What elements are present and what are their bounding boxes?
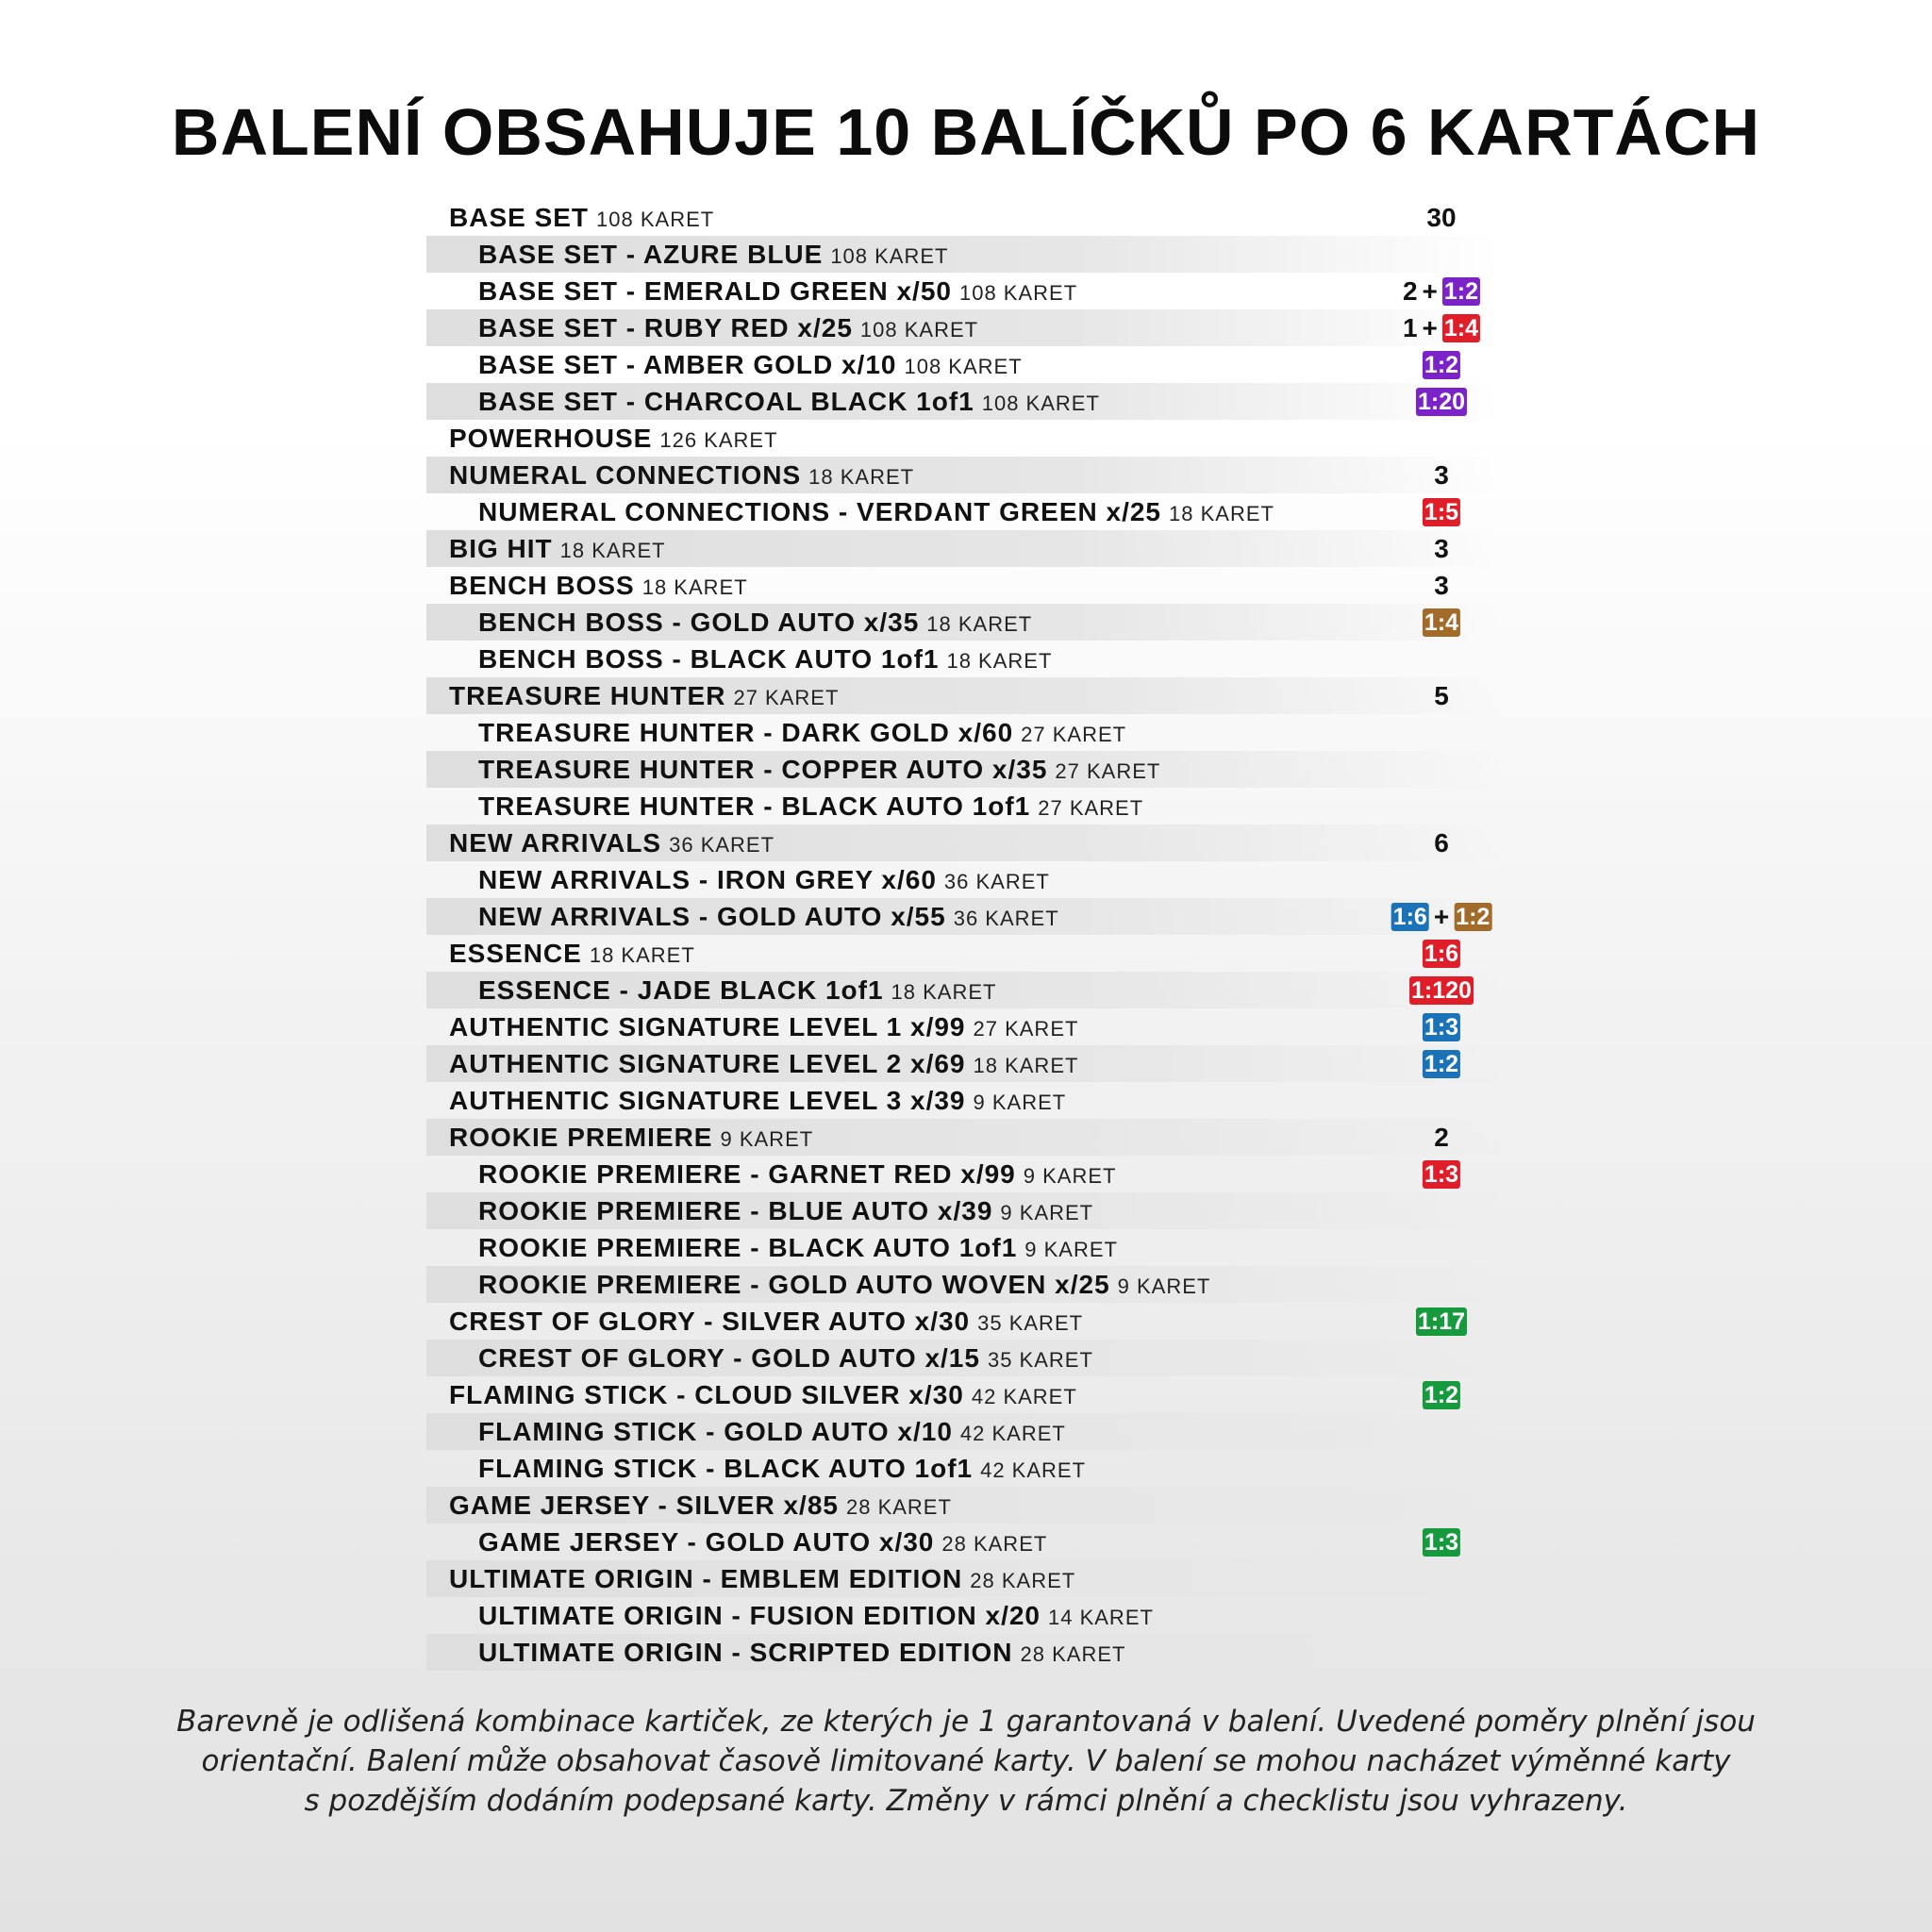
card-count: 28 KARET	[941, 1532, 1048, 1556]
card-set-name: BENCH BOSS - GOLD AUTO x/35	[478, 608, 920, 637]
fill-ratio	[1423, 493, 1460, 530]
table-row	[426, 236, 1502, 273]
card-count: 9 KARET	[973, 1091, 1067, 1114]
card-set-name: TREASURE HUNTER - BLACK AUTO 1of1	[478, 791, 1031, 821]
table-row	[426, 309, 1502, 346]
card-set-name: NEW ARRIVALS - GOLD AUTO x/55	[478, 902, 946, 931]
card-set-name: ESSENCE	[449, 939, 582, 968]
fill-ratio	[1423, 1376, 1460, 1413]
ratio-badge: 1:2	[1424, 1050, 1459, 1077]
table-row	[426, 1192, 1502, 1229]
pack-count: 6	[1434, 828, 1449, 858]
card-count: 42 KARET	[971, 1385, 1077, 1408]
card-set-name: GAME JERSEY - GOLD AUTO x/30	[478, 1527, 935, 1557]
card-count: 28 KARET	[970, 1569, 1076, 1592]
card-count: 126 KARET	[659, 428, 778, 452]
card-set-name: AUTHENTIC SIGNATURE LEVEL 3 x/39	[449, 1086, 966, 1115]
fill-ratio	[1423, 1524, 1460, 1560]
card-set-name: CREST OF GLORY - GOLD AUTO x/15	[478, 1343, 980, 1373]
card-set-name: ROOKIE PREMIERE - GARNET RED x/99	[478, 1159, 1016, 1189]
fill-ratio	[1434, 677, 1449, 714]
ratio-badge: 1:4	[1424, 608, 1459, 636]
table-row	[426, 1450, 1502, 1487]
card-set-name: ROOKIE PREMIERE	[449, 1123, 713, 1152]
table-row	[426, 972, 1502, 1008]
card-count: 108 KARET	[904, 355, 1023, 378]
table-row	[426, 751, 1502, 788]
card-count: 18 KARET	[946, 649, 1053, 673]
fill-ratio	[1403, 273, 1480, 309]
table-row	[426, 641, 1502, 677]
card-count: 18 KARET	[641, 575, 748, 599]
card-set-name: BASE SET - AMBER GOLD x/10	[478, 350, 897, 379]
table-row	[426, 346, 1502, 383]
ratio-badge: 1:3	[1424, 1013, 1459, 1041]
card-set-name: ROOKIE PREMIERE - BLUE AUTO x/39	[478, 1196, 993, 1225]
table-row	[426, 1524, 1502, 1560]
card-count: 28 KARET	[845, 1495, 952, 1519]
card-count: 9 KARET	[1000, 1201, 1094, 1224]
fill-ratio	[1434, 457, 1449, 493]
pack-count: 5	[1434, 681, 1449, 710]
card-set-name: CREST OF GLORY - SILVER AUTO x/30	[449, 1307, 971, 1336]
card-set-name: BASE SET - EMERALD GREEN x/50	[478, 276, 952, 306]
card-set-name: GAME JERSEY - SILVER x/85	[449, 1491, 839, 1520]
card-count: 35 KARET	[977, 1311, 1084, 1335]
table-row	[426, 1045, 1502, 1082]
card-count: 9 KARET	[1117, 1274, 1211, 1298]
ratio-badge: 1:2	[1424, 351, 1459, 378]
card-count: 36 KARET	[953, 907, 1059, 930]
fill-ratio	[1423, 604, 1460, 641]
table-row	[426, 714, 1502, 751]
page-title: BALENÍ OBSAHUJE 10 BALÍČKŮ PO 6 KARTÁCH	[171, 95, 1761, 169]
table-row	[426, 788, 1502, 824]
table-row	[426, 493, 1502, 530]
fill-ratio	[1423, 1045, 1460, 1082]
ratio-badge: 1:2	[1424, 1381, 1459, 1408]
card-count: 27 KARET	[1021, 723, 1127, 746]
fill-ratio	[1423, 1156, 1460, 1192]
footer-line: s pozdějším dodáním podepsané karty. Změny v rámci plnění a checklistu jsou vyhrazeny.	[304, 1784, 1628, 1818]
ratio-badge: 1:2	[1443, 277, 1479, 305]
pack-count: 30	[1426, 203, 1457, 232]
card-set-name: NEW ARRIVALS - IRON GREY x/60	[478, 865, 937, 894]
ratio-badge: 1:3	[1424, 1160, 1459, 1188]
card-count: 18 KARET	[973, 1054, 1079, 1077]
table-row	[426, 1340, 1502, 1376]
card-set-name: AUTHENTIC SIGNATURE LEVEL 2 x/69	[449, 1049, 966, 1078]
card-set-name: TREASURE HUNTER - DARK GOLD x/60	[478, 718, 1014, 747]
table-row	[426, 273, 1502, 309]
card-set-name: NUMERAL CONNECTIONS	[449, 460, 802, 490]
fill-ratio	[1423, 1008, 1460, 1045]
card-set-name: FLAMING STICK - BLACK AUTO 1of1	[478, 1454, 974, 1483]
card-count: 27 KARET	[733, 686, 840, 709]
table-row	[426, 1266, 1502, 1303]
card-count: 108 KARET	[859, 318, 979, 341]
table-row	[426, 1082, 1502, 1119]
footer-note	[0, 1702, 1932, 1821]
footer-line: Barevně je odlišená kombinace kartiček, ze kterých je 1 garantovaná v balení. Uvedené poměry plnění jsou	[176, 1705, 1756, 1739]
card-count: 14 KARET	[1048, 1606, 1154, 1629]
table-row	[426, 1229, 1502, 1266]
pack-count: 2	[1402, 276, 1418, 306]
table-row	[426, 1634, 1502, 1671]
table-row	[426, 530, 1502, 567]
card-count: 28 KARET	[1020, 1642, 1126, 1666]
table-row	[426, 1303, 1502, 1340]
card-set-name: POWERHOUSE	[449, 424, 653, 453]
fill-ratio	[1434, 567, 1449, 604]
ratio-badge: 1:4	[1443, 314, 1479, 341]
card-count: 42 KARET	[980, 1458, 1087, 1482]
card-set-name: TREASURE HUNTER	[449, 681, 726, 710]
card-count: 18 KARET	[559, 539, 666, 562]
card-set-name: NEW ARRIVALS	[449, 828, 662, 858]
card-set-name: BASE SET - RUBY RED x/25	[478, 313, 853, 342]
pack-count: 1	[1402, 313, 1418, 342]
table-row	[426, 824, 1502, 861]
card-set-name: ROOKIE PREMIERE - BLACK AUTO 1of1	[478, 1233, 1018, 1262]
table-row	[426, 199, 1502, 236]
fill-ratio	[1434, 530, 1449, 567]
table-row	[426, 935, 1502, 972]
plus-sign: +	[1422, 276, 1438, 306]
footer-line: orientační. Balení může obsahovat časově limitované karty. V balení se mohou nacházet výměnné karty	[201, 1744, 1731, 1778]
ratio-badge: 1:3	[1424, 1528, 1459, 1556]
table-row	[426, 1119, 1502, 1156]
table-row	[426, 383, 1502, 420]
card-count: 108 KARET	[596, 208, 715, 231]
card-count: 108 KARET	[958, 281, 1078, 305]
card-set-name: TREASURE HUNTER - COPPER AUTO x/35	[478, 755, 1048, 784]
fill-ratio	[1409, 972, 1474, 1008]
checklist-table	[426, 199, 1502, 1671]
pack-count: 3	[1434, 571, 1449, 600]
table-row	[426, 898, 1502, 935]
fill-ratio	[1423, 346, 1460, 383]
card-count: 36 KARET	[943, 870, 1050, 893]
fill-ratio	[1403, 309, 1480, 346]
table-row	[426, 1413, 1502, 1450]
fill-ratio	[1391, 898, 1492, 935]
card-count: 42 KARET	[959, 1422, 1066, 1445]
table-row	[426, 420, 1502, 457]
fill-ratio	[1416, 1303, 1467, 1340]
card-count: 108 KARET	[981, 391, 1100, 415]
card-set-name: BENCH BOSS	[449, 571, 635, 600]
plus-sign: +	[1433, 902, 1450, 931]
fill-ratio	[1434, 1119, 1449, 1156]
card-count: 18 KARET	[808, 465, 915, 489]
card-count: 18 KARET	[589, 943, 695, 967]
card-count: 108 KARET	[830, 244, 949, 268]
pack-count: 2	[1434, 1123, 1449, 1152]
table-row	[426, 604, 1502, 641]
card-count: 9 KARET	[720, 1127, 814, 1151]
card-count: 18 KARET	[1169, 502, 1274, 525]
table-row	[426, 1008, 1502, 1045]
card-set-name: FLAMING STICK - CLOUD SILVER x/30	[449, 1380, 964, 1409]
fill-ratio	[1434, 824, 1449, 861]
card-set-name: BASE SET - CHARCOAL BLACK 1of1	[478, 387, 974, 416]
card-count: 27 KARET	[1055, 759, 1161, 783]
card-set-name: ULTIMATE ORIGIN - FUSION EDITION x/20	[478, 1601, 1041, 1630]
card-set-name: ESSENCE - JADE BLACK 1of1	[478, 975, 884, 1005]
card-count: 35 KARET	[987, 1348, 1093, 1372]
card-set-name: BASE SET - AZURE BLUE	[478, 240, 824, 269]
card-count: 18 KARET	[926, 612, 1033, 636]
card-count: 18 KARET	[891, 980, 997, 1004]
fill-ratio	[1423, 935, 1460, 972]
plus-sign: +	[1422, 313, 1438, 342]
fill-ratio	[1416, 383, 1467, 420]
table-row	[426, 677, 1502, 714]
pack-count: 3	[1434, 460, 1449, 490]
table-row	[426, 567, 1502, 604]
card-count: 9 KARET	[1024, 1238, 1118, 1261]
card-count: 9 KARET	[1023, 1164, 1117, 1188]
card-set-name: ROOKIE PREMIERE - GOLD AUTO WOVEN x/25	[478, 1270, 1110, 1299]
ratio-badge: 1:17	[1417, 1307, 1466, 1335]
ratio-badge: 1:6	[1424, 940, 1459, 967]
card-set-name: ULTIMATE ORIGIN - SCRIPTED EDITION	[478, 1638, 1013, 1667]
table-row	[426, 1156, 1502, 1192]
table-row	[426, 457, 1502, 493]
card-set-name: ULTIMATE ORIGIN - EMBLEM EDITION	[449, 1564, 963, 1593]
card-set-name: BIG HIT	[449, 534, 553, 563]
card-count: 27 KARET	[973, 1017, 1079, 1041]
table-row	[426, 1560, 1502, 1597]
fill-ratio	[1426, 199, 1456, 236]
ratio-badge: 1:5	[1424, 498, 1459, 525]
card-set-name: FLAMING STICK - GOLD AUTO x/10	[478, 1417, 953, 1446]
ratio-badge: 1:2	[1456, 903, 1491, 930]
card-set-name: BENCH BOSS - BLACK AUTO 1of1	[478, 644, 940, 674]
card-set-name: AUTHENTIC SIGNATURE LEVEL 1 x/99	[449, 1012, 966, 1041]
card-count: 36 KARET	[669, 833, 775, 857]
ratio-badge: 1:20	[1417, 388, 1466, 415]
card-set-name: NUMERAL CONNECTIONS - VERDANT GREEN x/25	[478, 497, 1162, 526]
table-row	[426, 861, 1502, 898]
card-set-name: BASE SET	[449, 203, 590, 232]
ratio-badge: 1:6	[1392, 903, 1427, 930]
card-count: 27 KARET	[1038, 796, 1144, 820]
table-row	[426, 1487, 1502, 1524]
table-row	[426, 1597, 1502, 1634]
ratio-badge: 1:120	[1411, 976, 1472, 1004]
pack-count: 3	[1434, 534, 1449, 563]
table-row	[426, 1376, 1502, 1413]
